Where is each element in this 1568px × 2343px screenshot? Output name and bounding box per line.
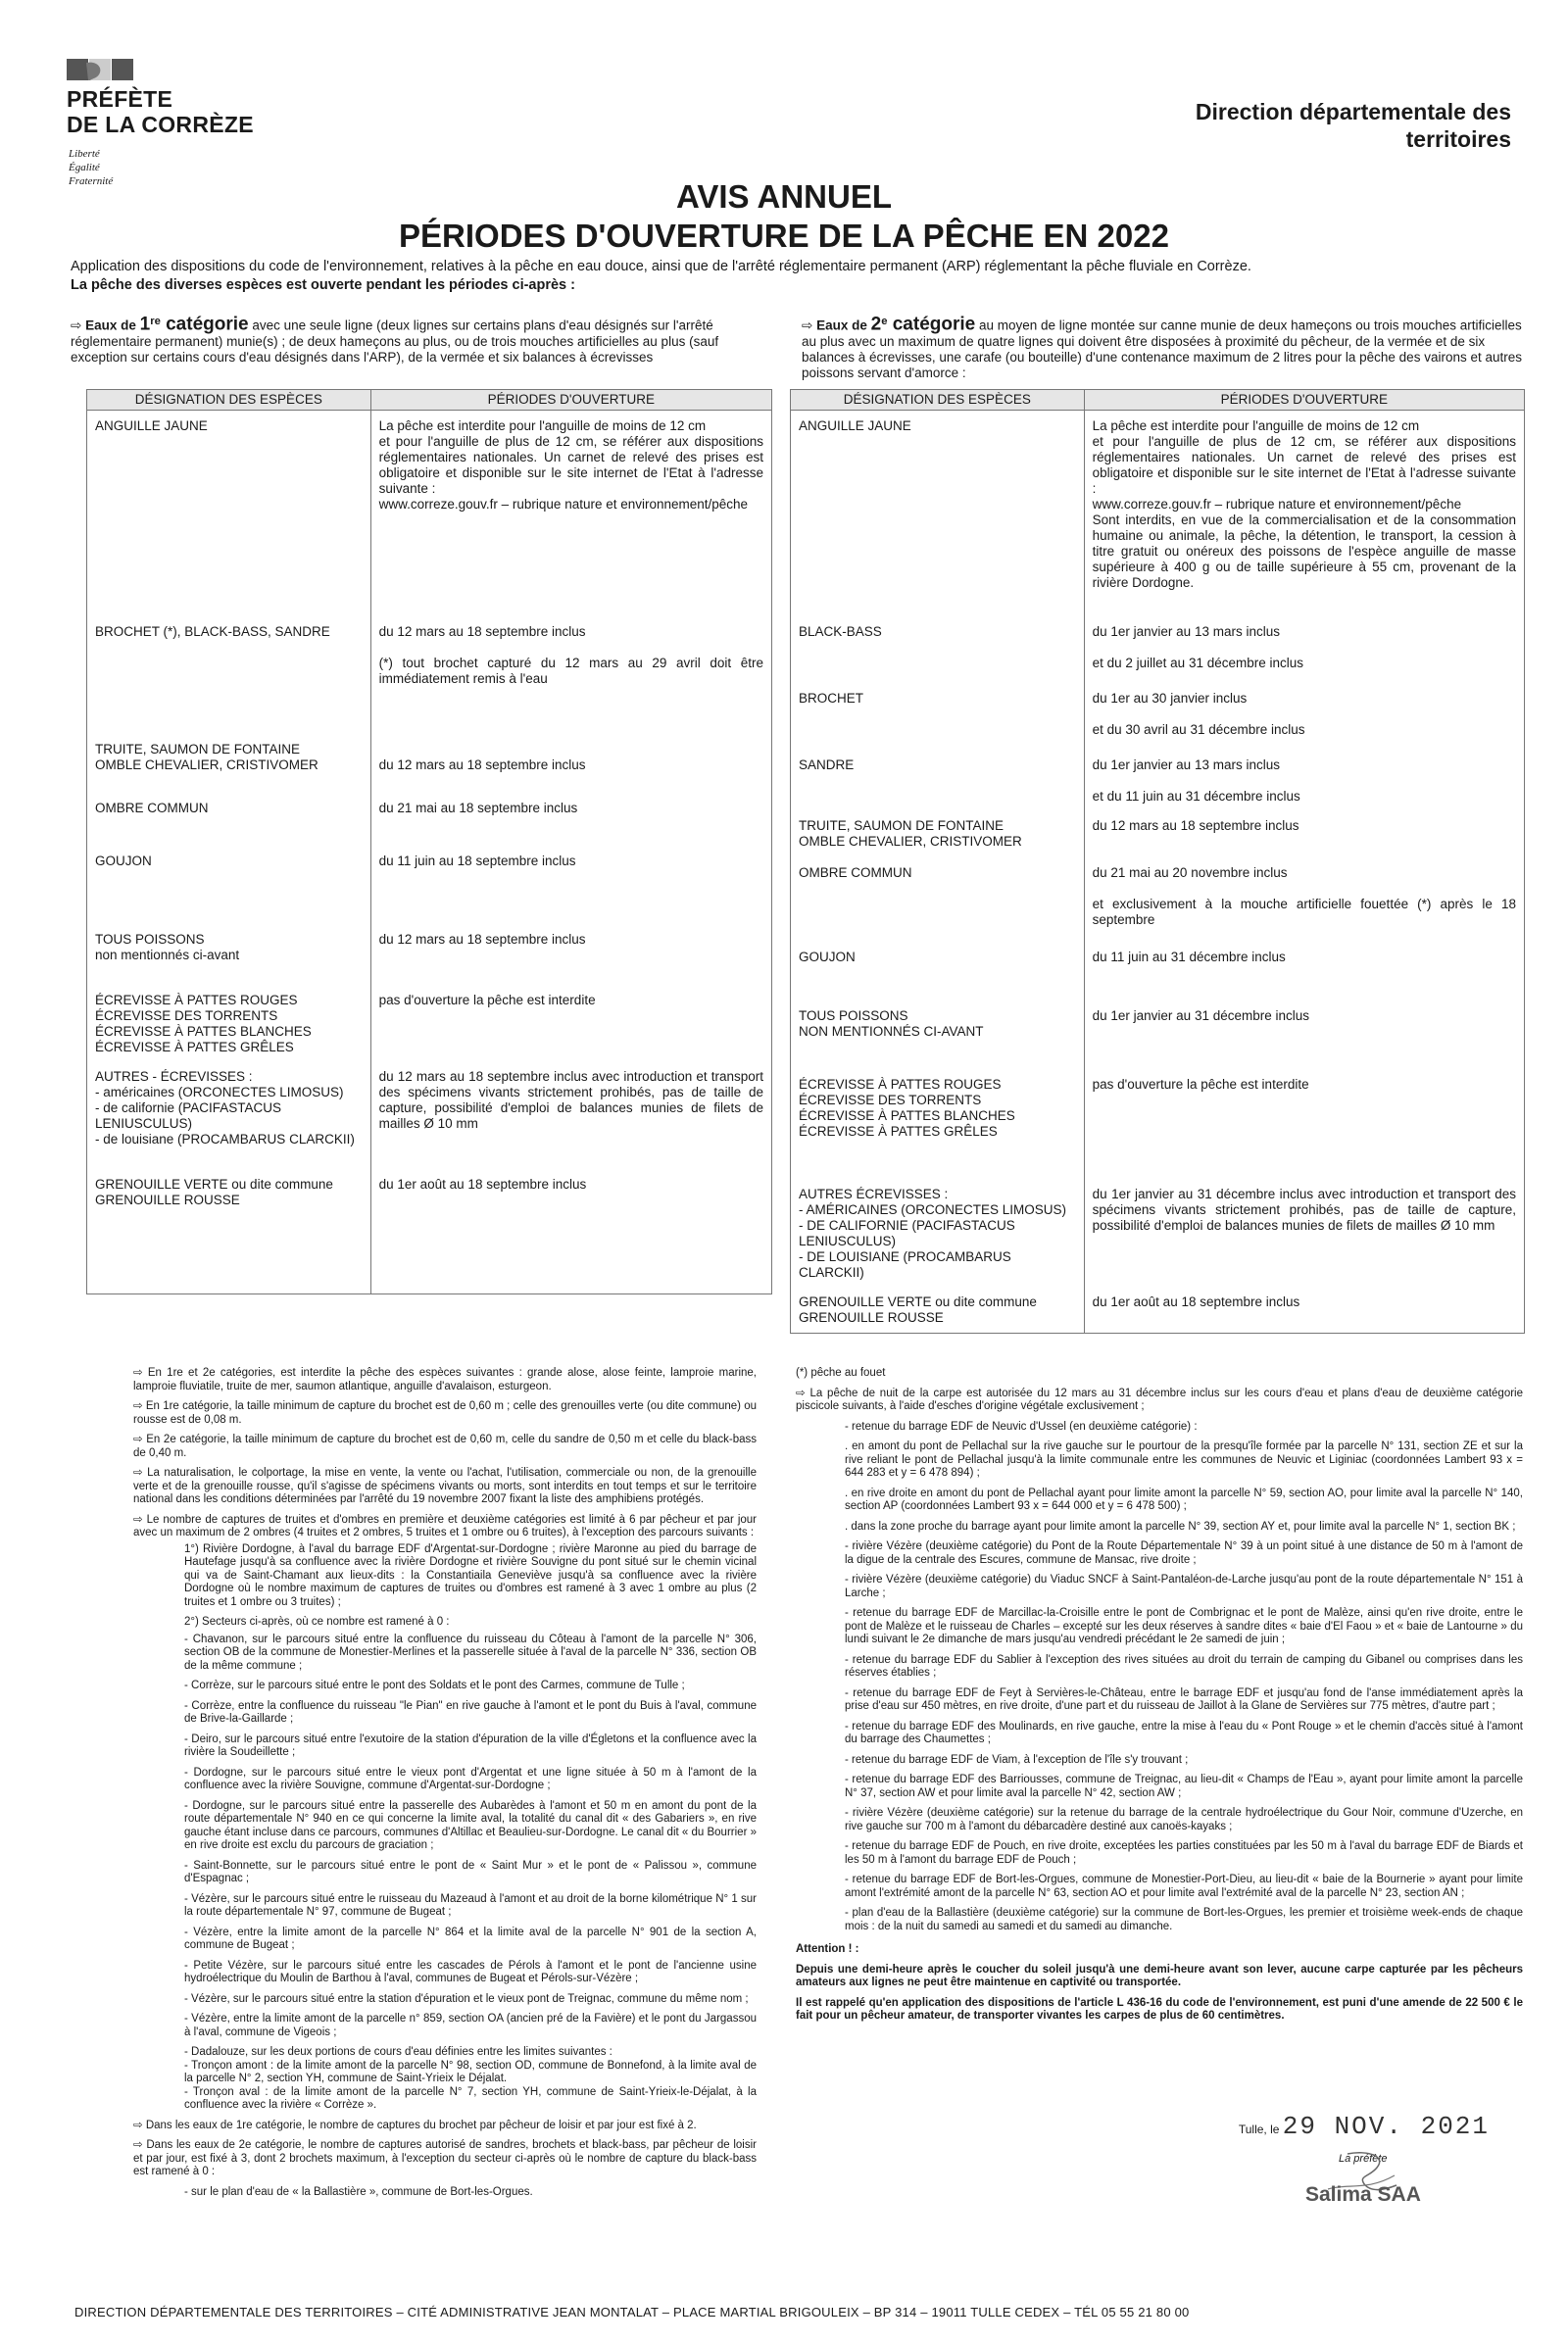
list-item: - retenue du barrage EDF de Bort-les-Orgues, commune de Monestier-Port-Dieu, au lieu-dit « baie de la Bournerie » ayant pour limite amont l'extrémité amont de la parcelle N° 63, section AO et pour limite aval l'extrémité aval de la parcelle N° 23, section AN ;	[845, 1874, 1523, 1899]
table-row	[87, 985, 772, 1061]
note: ⇨ En 1re catégorie, la taille minimum de capture du brochet est de 0,60 m ; celle des grenouilles verte (ou dite commune) ou rousse est de 0,08 m.	[133, 1400, 757, 1426]
list-item: - retenue du barrage EDF des Moulinards, en rive gauche, entre la mise à l'eau du « Pont Rouge » et le chemin d'accès situé à l'amont du barrage des Chaumettes ;	[845, 1720, 1523, 1745]
species-column-header: DÉSIGNATION DES ESPÈCES	[791, 390, 1085, 411]
note: ⇨ Dans les eaux de 2e catégorie, le nombre de captures autorisé de sandres, brochets et black-bass, par pêcheur de loisir et par jour, est fixé à 3, dont 2 brochets maximum, à l'exception du secteur ci-après où le nombre de capture du black-bass est ramené à 0 :	[133, 2139, 757, 2177]
species-column-header: DÉSIGNATION DES ESPÈCES	[87, 390, 371, 411]
right-notes	[796, 1367, 1523, 2030]
table-row	[791, 1001, 1525, 1069]
period-cell: du 11 juin au 18 septembre inclus	[370, 846, 771, 924]
note: ⇨ La pêche de nuit de la carpe est autorisée du 12 mars au 31 décembre inclus sur les cours d'eau et plans d'eau de deuxième catégorie piscicole suivants, à l'aide d'esches d'origine végétale exclusivement ;	[796, 1387, 1523, 1412]
intro-lead: La pêche des diverses espèces est ouverte pendant les périodes ci-après :	[71, 277, 575, 293]
species-cell: SANDRE	[791, 750, 1085, 810]
period-cell: du 11 juin au 31 décembre inclus	[1084, 942, 1524, 1001]
species-cell: ANGUILLE JAUNE	[87, 411, 371, 616]
periods-column-header: PÉRIODES D'OUVERTURE	[1084, 390, 1524, 411]
list-item: - Dadalouze, sur les deux portions de cours d'eau définies entre les limites suivantes : - Tronçon amont : de la limite amont de la parcelle N° 98, section OD, commune de Bonnefond, à la limite aval de la parcelle N° 2, section YH, commune de Saint-Yrieix le Déjalat. - Tronçon aval : de la limite amont de la parcelle N° 7, section YH, commune de Saint-Yrieix-le-Déjalat, à la confluence avec la rivière « Corrèze ».	[184, 2046, 757, 2111]
table-row	[791, 810, 1525, 857]
note: ⇨ En 2e catégorie, la taille minimum de capture du brochet est de 0,60 m, celle du sandre de 0,50 m et celle du black-bass de 0,40 m.	[133, 1434, 757, 1459]
table-row	[791, 616, 1525, 683]
period-cell: du 1er au 30 janvier inclus et du 30 avril au 31 décembre inclus	[1084, 683, 1524, 750]
period-cell: du 12 mars au 18 septembre inclus	[1084, 810, 1524, 857]
note: ⇨ En 1re et 2e catégories, est interdite la pêche des espèces suivantes : grande alose, alose feinte, lamproie marine, lamproie fluviatile, truite de mer, saumon atlantique, anguille d'avalaison, esturgeon.	[133, 1367, 757, 1392]
republic-motto: Liberté Égalité Fraternité	[69, 148, 114, 187]
species-cell: GOUJON	[87, 846, 371, 924]
list-item: - Dordogne, sur le parcours situé entre le vieux pont d'Argentat et une ligne située à 50 m à l'amont de la confluence avec la rivière Souvigne, commune d'Argentat-sur-Dordogne ;	[184, 1766, 757, 1791]
list-item: - Corrèze, sur le parcours situé entre le pont des Soldats et le pont des Carmes, commune de Tulle ;	[184, 1680, 685, 1691]
species-cell: TOUS POISSONS non mentionnés ci-avant	[87, 924, 371, 985]
signatory-name: Salima SAA	[1305, 2183, 1421, 2206]
list-item: - rivière Vézère (deuxième catégorie) du Viaduc SNCF à Saint-Pantaléon-de-Larche jusqu'au pont de la route départementale N° 151 à Larche ;	[845, 1574, 1523, 1599]
list-item: - retenue du barrage EDF des Barriousses, commune de Treignac, au lieu-dit « Champs de l'Eau », ayant pour limite amont la parcelle N° 37, section AW et pour limite aval la parcelle N° 42, section AW ;	[845, 1774, 1523, 1799]
species-cell: OMBRE COMMUN	[87, 793, 371, 846]
period-cell: du 12 mars au 18 septembre inclus	[370, 924, 771, 985]
period-cell: du 1er janvier au 13 mars inclus et du 2 juillet au 31 décembre inclus	[1084, 616, 1524, 683]
species-cell: ÉCREVISSE À PATTES ROUGES ÉCREVISSE DES TORRENTS ÉCREVISSE À PATTES BLANCHES ÉCREVISSE À PATTES GRÊLES	[87, 985, 371, 1061]
list-item: - Vézère, sur le parcours situé entre le ruisseau du Mazeaud à l'amont et au droit de la borne kilométrique N° 1 sur la route départementale N° 97, commune de Bugeat ;	[184, 1892, 757, 1918]
list-item: - Vézère, sur le parcours situé entre la station d'épuration et le vieux pont de Treignac, commune du même nom ;	[184, 1992, 749, 2005]
species-cell: ÉCREVISSE À PATTES ROUGES ÉCREVISSE DES TORRENTS ÉCREVISSE À PATTES BLANCHES ÉCREVISSE À PATTES GRÊLES	[791, 1069, 1085, 1179]
list-item: - Vézère, entre la limite amont de la parcelle n° 859, section OA (ancien pré de la Favière) et le pont du Jargassou à l'aval, commune de Vigeois ;	[184, 2013, 757, 2038]
table-row	[791, 411, 1525, 616]
species-cell: BROCHET	[791, 683, 1085, 750]
table-row	[87, 1169, 772, 1294]
period-cell: pas d'ouverture la pêche est interdite	[370, 985, 771, 1061]
table-row	[791, 683, 1525, 750]
list-item: - Corrèze, entre la confluence du ruisseau "le Pian" en rive gauche à l'amont et le pont du Buis à l'aval, commune de Brive-la-Gaillarde ;	[184, 1699, 757, 1725]
period-cell: du 12 mars au 18 septembre inclus (*) tout brochet capturé du 12 mars au 29 avril doit être immédiatement remis à l'eau	[370, 616, 771, 734]
signature-date: Tulle, le 29 NOV. 2021	[1238, 2112, 1490, 2141]
arrow-icon: ⇨	[71, 317, 82, 333]
list-item: . en amont du pont de Pellachal sur la rive gauche sur le pourtour de la presqu'île formée par la parcelle N° 131, section ZE et sur la rive reliant le pont de Pellachal jusqu'à la limite communale entre les communes de Neuvic et Liginiac (coordonnées Lambert 93 x = 644 283 et y = 6 478 894) ;	[845, 1440, 1523, 1479]
table-row	[87, 793, 772, 846]
note: 2°) Secteurs ci-après, où ce nombre est ramené à 0 :	[184, 1616, 450, 1628]
species-cell: GRENOUILLE VERTE ou dite commune GRENOUILLE ROUSSE	[791, 1287, 1085, 1334]
list-item: - retenue du barrage EDF de Neuvic d'Ussel (en deuxième catégorie) :	[845, 1420, 1198, 1433]
species-cell: TRUITE, SAUMON DE FONTAINE OMBLE CHEVALIER, CRISTIVOMER	[791, 810, 1085, 857]
list-item: - retenue du barrage EDF de Feyt à Servières-le-Château, entre le barrage EDF et jusqu'au fond de l'anse immédiatement après la prise d'eau sur 450 mètres, en rive droite, d'une part et du ruisseau de Jaillot à la Glane de Servières sur 775 mètres, d'autre part ;	[845, 1686, 1523, 1712]
attention-text: Depuis une demi-heure après le coucher du soleil jusqu'à une demi-heure avant son lever, aucune carpe capturée par les pêcheurs amateurs aux lignes ne peut être maintenue en captivité ou transportée.	[796, 1963, 1523, 1988]
list-item: - retenue du barrage EDF de Pouch, en rive droite, exceptées les parties constituées par les 50 m à l'aval du barrage EDF de Biards et les 50 m à l'amont du barrage EDF de Pouch ;	[845, 1840, 1523, 1866]
signatory-role: La préfète	[1339, 2153, 1388, 2165]
list-item: - Saint-Bonnette, sur le parcours situé entre le pont de « Saint Mur » et le pont de « Palissou », commune d'Espagnac ;	[184, 1859, 757, 1884]
table-row	[87, 734, 772, 793]
table-row	[87, 924, 772, 985]
species-cell: TRUITE, SAUMON DE FONTAINE OMBLE CHEVALIER, CRISTIVOMER	[87, 734, 371, 793]
note: 1°) Rivière Dordogne, à l'aval du barrage EDF d'Argentat-sur-Dordogne ; rivière Maronne au pied du barrage de Hautefage jusqu'à sa confluence avec la rivière Dordogne et rivière Souvigne du pont situé sur le chemin vicinal qui va de Saint-Chamant aux lieux-dits : la Constantiaila Geneviève jusqu'à sa confluence avec la rivière Dordogne où le nombre maximum de captures de truites ou d'ombres est ramené à 3 avec 1 ombre au plus (2 truites et 1 ombre ou 3 truites) ;	[184, 1542, 757, 1608]
table-row	[87, 411, 772, 616]
list-item: - retenue du barrage EDF de Viam, à l'exception de l'île s'y trouvant ;	[845, 1753, 1189, 1766]
species-cell: AUTRES ÉCREVISSES : - AMÉRICAINES (ORCONECTES LIMOSUS) - DE CALIFORNIE (PACIFASTACUS LENIUSCULUS) - DE LOUISIANE (PROCAMBARUS CLARCKII)	[791, 1179, 1085, 1287]
date-stamp: 29 NOV. 2021	[1282, 2112, 1490, 2141]
period-cell: du 1er janvier au 31 décembre inclus avec introduction et transport des spécimens vivants strictement prohibés, pas de taille de capture, possibilité d'emploi de balances munies de filets de mailles Ø 10 mm	[1084, 1179, 1524, 1287]
period-cell: du 1er janvier au 13 mars inclus et du 11 juin au 31 décembre inclus	[1084, 750, 1524, 810]
period-cell: du 21 mai au 20 novembre inclus et exclusivement à la mouche artificielle fouettée (*) après le 18 septembre	[1084, 857, 1524, 942]
footer-address: DIRECTION DÉPARTEMENTALE DES TERRITOIRES – CITÉ ADMINISTRATIVE JEAN MONTALAT – PLACE MARTIAL BRIGOULEIX – BP 314 – 19011 TULLE CEDEX – TÉL 05 55 21 80 00	[74, 2305, 1190, 2319]
period-cell: pas d'ouverture la pêche est interdite	[1084, 1069, 1524, 1179]
list-item: - retenue du barrage EDF de Marcillac-la-Croisille entre le pont de Combrignac et le pont de Malèze, ainsi qu'en rive droite, entre le pont de Malèze et le ruisseau de Charles – excepté sur les deux réserves à sandre dites « baie d'El Faou » et « baie de Lantourne » du lundi suivant le 2e dimanche de mars jusqu'au vendredi précédant le 2e samedi de juin ;	[845, 1607, 1523, 1645]
list-item: - Vézère, entre la limite amont de la parcelle N° 864 et la limite aval de la parcelle N° 901 de la section A, commune de Bugeat ;	[184, 1926, 757, 1951]
note: ⇨ La naturalisation, le colportage, la mise en vente, la vente ou l'achat, l'utilisation, commerciale ou non, de la grenouille verte et de la grenouille rousse, qu'il s'agisse de spécimens vivants ou morts, sont interdits en tout temps et sur le territoire national dans les conditions déterminées par l'arrêté du 19 novembre 2007 fixant la liste des amphibiens protégés.	[133, 1467, 757, 1505]
prefecture-name: PRÉFÈTE DE LA CORRÈZE	[67, 86, 254, 137]
table-row	[87, 1061, 772, 1169]
species-cell: ANGUILLE JAUNE	[791, 411, 1085, 616]
list-item: - rivière Vézère (deuxième catégorie) sur la retenue du barrage de la centrale hydroélectrique du Gour Noir, commune d'Uzerche, en rive gauche sur 700 m à l'amont du débarcadère destiné aux canoës-kayaks ;	[845, 1807, 1523, 1832]
document-subtitle: PÉRIODES D'OUVERTURE DE LA PÊCHE EN 2022	[399, 218, 1169, 254]
arrow-icon: ⇨	[802, 317, 813, 333]
note: - sur le plan d'eau de « la Ballastière », commune de Bort-les-Orgues.	[184, 2185, 533, 2198]
table-header-row	[87, 390, 772, 411]
list-item: - Petite Vézère, sur le parcours situé entre les cascades de Pérols à l'amont et le pont de l'ancienne usine hydroélectrique du Moulin de Barthou à l'aval, communes de Bugeat et Pérols-sur-Vézère ;	[184, 1959, 757, 1984]
list-item: - rivière Vézère (deuxième catégorie) du Pont de la Route Départementale N° 39 à un point situé à une distance de 50 m à l'amont de la digue de la centrale des Escures, commune de Mansac, rive droite ;	[845, 1540, 1523, 1566]
period-cell: du 1er janvier au 31 décembre inclus	[1084, 1001, 1524, 1069]
table-row	[791, 1287, 1525, 1334]
table-row	[791, 857, 1525, 942]
category-1-table	[86, 389, 772, 1294]
period-cell: La pêche est interdite pour l'anguille de moins de 12 cm et pour l'anguille de plus de 12 cm, se référer aux dispositions réglementaires nationales. Un carnet de relevé des prises est obligatoire et disponible sur le site internet de l'Etat à l'adresse suivante : www.correze.gouv.fr – rubrique nature et environnement/pêche	[370, 411, 771, 616]
intro-text: Application des dispositions du code de l'environnement, relatives à la pêche en eau douce, ainsi que de l'arrêté réglementaire permanent (ARP) réglementant la pêche fluviale en Corrèze.	[71, 259, 1251, 274]
list-item: - Chavanon, sur le parcours situé entre la confluence du ruisseau du Côteau à l'amont de la parcelle N° 306, section OB de la commune de Monestier-Merlines et la passerelle située à l'aval de la parcelle N° 336, section OB de la même commune ;	[184, 1633, 757, 1672]
table-row	[87, 846, 772, 924]
table-row	[791, 942, 1525, 1001]
attention-text: Il est rappelé qu'en application des dispositions de l'article L 436-16 du code de l'environnement, est puni d'une amende de 22 500 € le fait pour un pêcheur amateur, de transporter vivantes les carpes de plus de 60 centimètres.	[796, 1996, 1523, 2022]
table-row	[791, 750, 1525, 810]
period-cell: du 1er août au 18 septembre inclus	[370, 1169, 771, 1294]
category-2-heading: ⇨ Eaux de 2e catégorie au moyen de ligne montée sur canne munie de deux hameçons ou trois mouches artificielles au plus avec un maximum de quatre lignes qui doivent être disposées à proximité du pêcheur, de la vermée et de six balances à écrevisses, une carafe (ou bouteille) d'une contenance maximum de 2 litres pour la pêche des vairons et autres poissons servant d'amorce :	[802, 314, 1522, 380]
note: (*) pêche au fouet	[796, 1367, 886, 1379]
species-cell: TOUS POISSONS NON MENTIONNÉS CI-AVANT	[791, 1001, 1085, 1069]
list-item: . en rive droite en amont du pont de Pellachal ayant pour limite amont la parcelle N° 59, section AO, pour limite aval la parcelle N° 140, section AP (coordonnées Lambert 93 x = 644 000 et y = 6 478 500) ;	[845, 1487, 1523, 1512]
table-row	[791, 1179, 1525, 1287]
list-item: . dans la zone proche du barrage ayant pour limite amont la parcelle N° 39, section AY et, pour limite aval la parcelle N° 1, section BK ;	[845, 1520, 1516, 1533]
table-row	[791, 1069, 1525, 1179]
species-cell: AUTRES - ÉCREVISSES : - américaines (ORCONECTES LIMOSUS) - de californie (PACIFASTACUS LENIUSCULUS) - de louisiane (PROCAMBARUS CLARCKII)	[87, 1061, 371, 1169]
period-cell: La pêche est interdite pour l'anguille de moins de 12 cm et pour l'anguille de plus de 12 cm, se référer aux dispositions réglementaires nationales. Un carnet de relevé des prises est obligatoire et disponible sur le site internet de l'Etat à l'adresse suivante : www.correze.gouv.fr – rubrique nature et environnement/pêche Sont interdits, en vue de la commercialisation et de la consommation humaine ou animale, la pêche, la détention, le transport, la cession à titre gratuit ou onéreux des poissons de l'espèce anguille de masse supérieure à 400 g ou de taille supérieure à 55 cm, provenant de la rivière Dordogne.	[1084, 411, 1524, 616]
attention-label: Attention ! :	[796, 1943, 859, 1955]
category-1-heading: ⇨ Eaux de 1re catégorie avec une seule ligne (deux lignes sur certains plans d'eau désignés sur l'arrêté réglementaire permanent) munie(s) ; de deux hameçons au plus, ou de trois mouches artificielles au plus (sauf exception sur certains cours d'eau désignés dans l'ARP), de la vermée et six balances à écrevisses	[71, 314, 719, 365]
list-item: - plan d'eau de la Ballastière (deuxième catégorie) sur la commune de Bort-les-Orgues, les premier et troisième week-ends de chaque mois : de la nuit du samedi au samedi et du samedi au dimanche.	[845, 1907, 1523, 1932]
category-2-table	[790, 389, 1525, 1334]
periods-column-header: PÉRIODES D'OUVERTURE	[370, 390, 771, 411]
department-name: Direction départementale des territoires	[1195, 99, 1511, 152]
note: ⇨ Le nombre de captures de truites et d'ombres en première et deuxième catégories est limité à 6 par pêcheur et par jour avec un maximum de 2 ombres (4 truites et 2 ombres, 5 truites et 1 ombre ou 6 truites), à l'exception des parcours suivants :	[133, 1513, 757, 1538]
note: ⇨ Dans les eaux de 1re catégorie, le nombre de captures du brochet par pêcheur de loisir et par jour est fixé à 2.	[133, 2119, 697, 2131]
document-title: AVIS ANNUEL	[675, 178, 892, 215]
table-header-row	[791, 390, 1525, 411]
period-cell: du 12 mars au 18 septembre inclus avec introduction et transport des spécimens vivants strictement prohibés, pas de taille de capture, possibilité d'emploi de balances munies de filets de mailles Ø 10 mm	[370, 1061, 771, 1169]
species-cell: OMBRE COMMUN	[791, 857, 1085, 942]
species-cell: BLACK-BASS	[791, 616, 1085, 683]
marianne-logo-icon	[67, 59, 133, 80]
list-item: - retenue du barrage EDF du Sablier à l'exception des rives situées au droit du terrain de camping du Gibanel ou comprises dans les réserves établies ;	[845, 1653, 1523, 1679]
period-cell: du 1er août au 18 septembre inclus	[1084, 1287, 1524, 1334]
species-cell: GOUJON	[791, 942, 1085, 1001]
left-notes	[133, 1367, 757, 2206]
period-cell: du 21 mai au 18 septembre inclus	[370, 793, 771, 846]
species-cell: GRENOUILLE VERTE ou dite commune GRENOUILLE ROUSSE	[87, 1169, 371, 1294]
list-item: - Dordogne, sur le parcours situé entre la passerelle des Aubarèdes à l'amont et 50 m en amont du pont de la route départementale N° 940 en ce qui concerne la limite aval, la totalité du canal dit « des Gabariers », en rive gauche étant incluse dans ce parcours, communes d'Altillac et Beaulieu-sur-Dordogne. Le canal dit « du Bourrier » en rive droite est exclu du parcours de graciation ;	[184, 1799, 757, 1851]
table-row	[87, 616, 772, 734]
list-item: - Deiro, sur le parcours situé entre l'exutoire de la station d'épuration de la ville d'Égletons et la confluence avec la rivière la Soudeillette ;	[184, 1733, 757, 1758]
species-cell: BROCHET (*), BLACK-BASS, SANDRE	[87, 616, 371, 734]
period-cell: du 12 mars au 18 septembre inclus	[370, 734, 771, 793]
